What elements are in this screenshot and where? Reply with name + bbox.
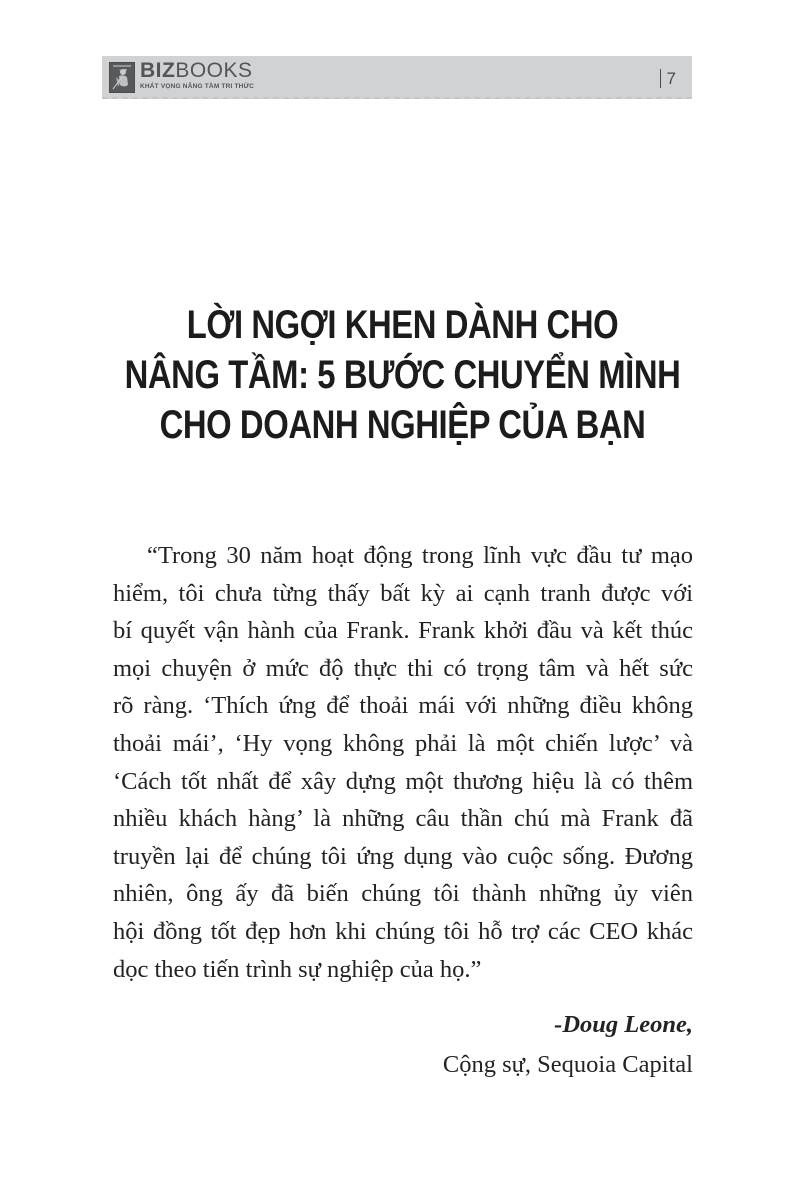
title-line: CHO DOANH NGHIỆP CỦA BẠN: [159, 403, 646, 447]
quote-line: rõ ràng. ‘Thích ứng để thoải mái với những điều không: [113, 692, 693, 720]
quote-line: thoải mái’, ‘Hy vọng không phải là một chiến lược’ và: [113, 729, 693, 757]
praise-quote: [113, 537, 693, 988]
quote-line: bí quyết vận hành của Frank. Frank khởi đầu và kết thúc: [113, 617, 693, 645]
quote-line: nhiên, ông ấy đã biến chúng tôi thành những ủy viên: [113, 880, 693, 908]
page-number-divider: [660, 69, 661, 88]
quote-attribution: [443, 1005, 693, 1085]
attribution-name: -Doug Leone,: [554, 1011, 693, 1038]
attribution-role: Cộng sự, Sequoia Capital: [442, 1051, 693, 1078]
quote-line: dọc theo tiến trình sự nghiệp của họ.”: [113, 955, 482, 983]
title-line: LỜI NGỢI KHEN DÀNH CHO: [186, 303, 619, 347]
title-line: NÂNG TẦM: 5 BƯỚC CHUYỂN MÌNH: [124, 353, 681, 397]
page-number: 7: [666, 68, 676, 88]
running-header: [102, 56, 692, 99]
quote-line: nhiều khách hàng’ là những câu thần chú mà Frank đã: [113, 805, 693, 833]
quote-line: truyền lại để chúng tôi ứng dụng vào cuộc sống. Đương: [113, 842, 693, 870]
quote-line: hội đồng tốt đẹp hơn khi chúng tôi hỗ trợ các CEO khác: [113, 917, 693, 945]
quote-line: “Trong 30 năm hoạt động trong lĩnh vực đầu tư mạo: [147, 542, 693, 569]
logo-wordmark: [140, 60, 253, 82]
quote-line: hiểm, tôi chưa từng thấy bất kỳ ai cạnh tranh được với: [113, 579, 693, 607]
quote-line: mọi chuyện ở mức độ thực thi có trọng tâm và hết sức: [113, 654, 693, 682]
page-title: [0, 300, 805, 450]
logo-brand-bold: BIZ: [140, 59, 176, 82]
logo-tagline: KHÁT VỌNG NÂNG TẦM TRI THỨC: [140, 83, 255, 90]
page-number-block: [660, 69, 676, 88]
quote-line: ‘Cách tốt nhất để xây dựng một thương hiệu là có thêm: [113, 767, 693, 795]
logo-brand-light: BOOKS: [175, 59, 253, 82]
bizbooks-logo-icon: [109, 62, 135, 93]
